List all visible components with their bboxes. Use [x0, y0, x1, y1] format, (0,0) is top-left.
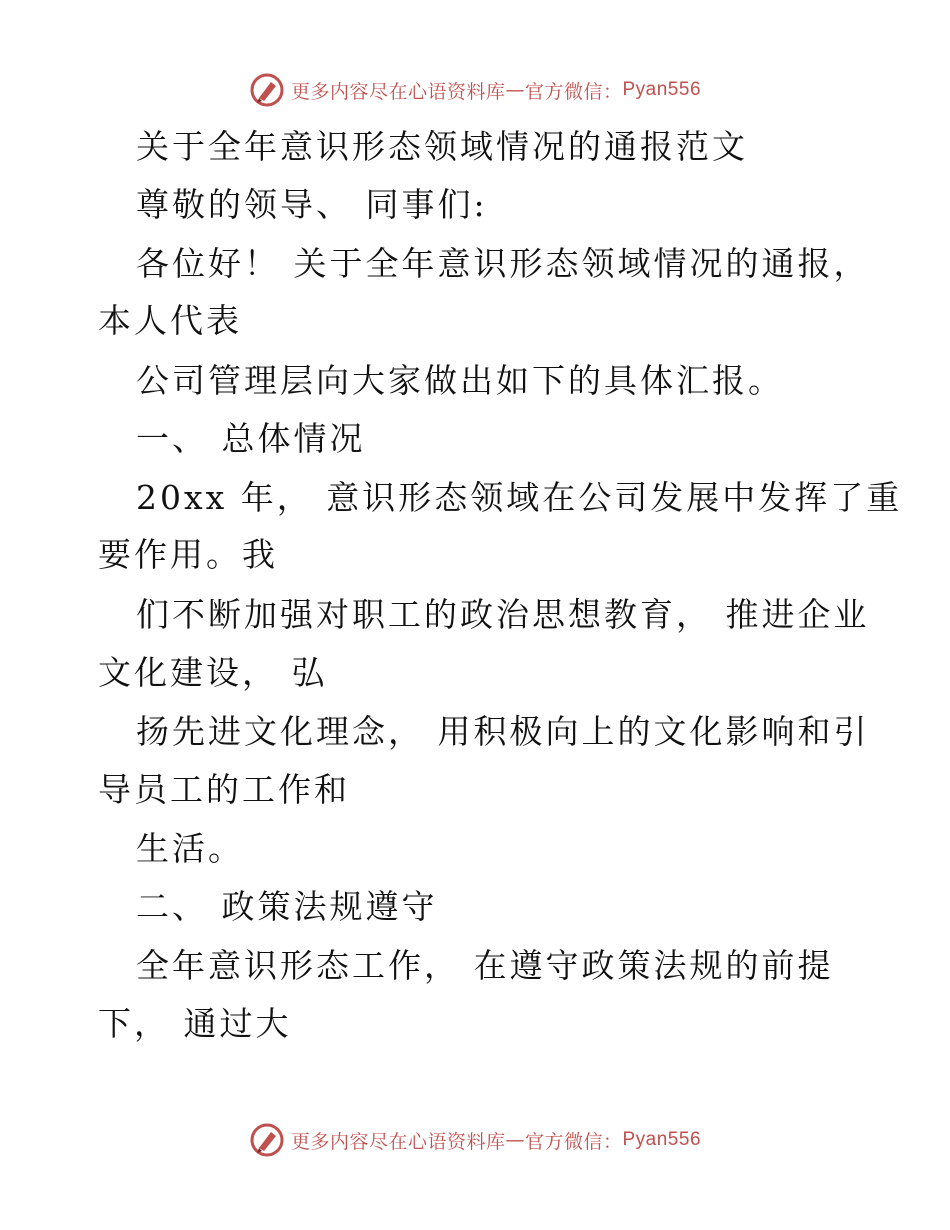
paragraph-line: 要作用。我: [98, 535, 278, 574]
watermark-label: 官方微信：: [524, 1130, 623, 1153]
paragraph-line: 20xx 年， 意识形态领域在公司发展中发挥了重: [136, 478, 903, 517]
paragraph-line: 扬先进文化理念， 用积极向上的文化影响和引: [136, 712, 870, 751]
pen-logo-icon: [249, 72, 285, 108]
footer-watermark: [0, 1122, 950, 1158]
paragraph-line: 下， 通过大: [98, 1004, 292, 1043]
greeting-line: 尊敬的领导、 同事们:: [136, 185, 488, 224]
watermark-id: Pyan556: [622, 1129, 702, 1150]
watermark-dash: —: [505, 79, 525, 101]
paragraph-line: 全年意识形态工作， 在遵守政策法规的前提: [136, 946, 834, 985]
watermark-brand: 更多内容尽在心语资料库: [290, 80, 506, 103]
section-heading: 二、 政策法规遵守: [136, 887, 438, 926]
section-heading: 一、 总体情况: [136, 419, 366, 458]
paragraph-line: 公司管理层向大家做出如下的具体汇报。: [136, 361, 784, 400]
watermark-brand: 更多内容尽在心语资料库: [290, 1130, 506, 1153]
paragraph-line: 生活。: [136, 829, 244, 868]
document-title: 关于全年意识形态领域情况的通报范文: [136, 127, 748, 166]
paragraph-line: 文化建设， 弘: [98, 653, 328, 692]
paragraph-line: 本人代表: [98, 301, 242, 340]
header-watermark: [0, 72, 950, 108]
pen-logo-icon: [249, 1122, 285, 1158]
watermark-dash: —: [505, 1129, 525, 1151]
watermark-label: 官方微信：: [524, 80, 623, 103]
watermark-id: Pyan556: [622, 79, 702, 100]
paragraph-line: 各位好！ 关于全年意识形态领域情况的通报，: [136, 244, 870, 283]
paragraph-line: 们不断加强对职工的政治思想教育， 推进企业: [136, 595, 870, 634]
paragraph-line: 导员工的工作和: [98, 770, 350, 809]
